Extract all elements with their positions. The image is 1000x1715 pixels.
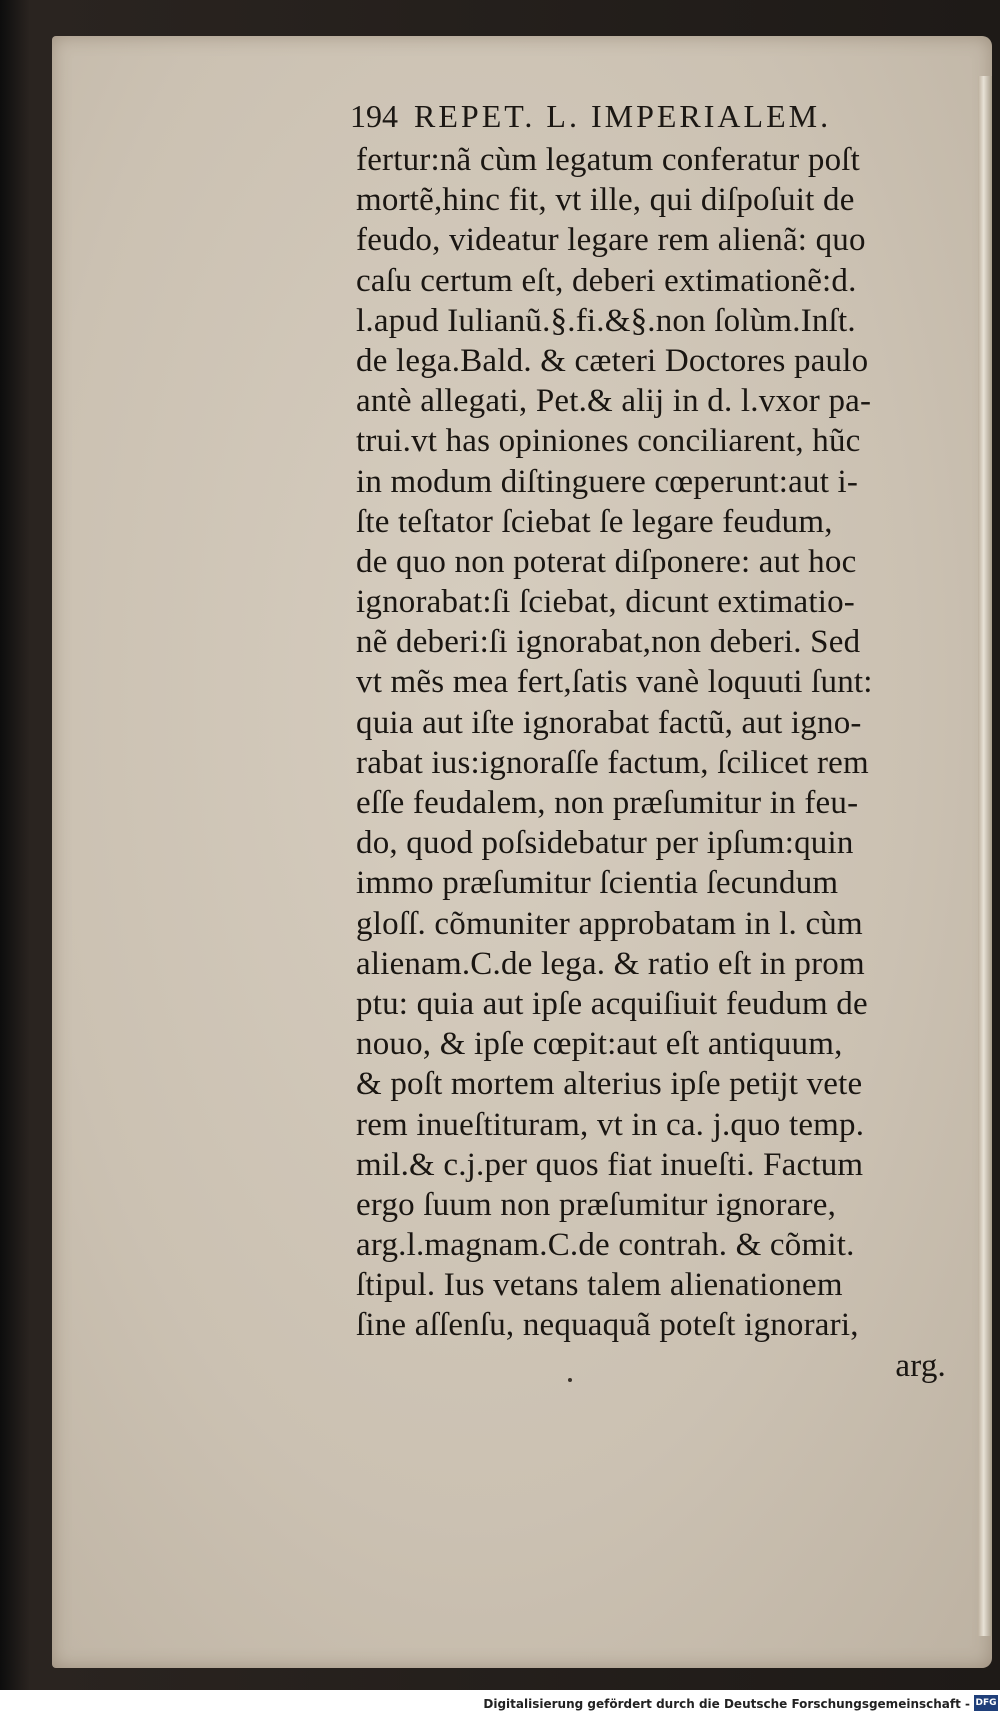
text-line: mil.& c.j.per quos fiat inueſti. Factum (356, 1146, 864, 1183)
text-line: ptu: quia aut ipſe acquiſiuit feudum de (356, 985, 868, 1022)
text-line: ergo ſuum non præſumitur ignorare, (356, 1186, 837, 1223)
text-line: ſtipul. Ius vetans talem alienationem (356, 1267, 843, 1304)
text-line: de quo non poterat diſponere: aut hoc (356, 543, 857, 580)
text-line: antè allegati, Pet.& alij in d. l.vxor pa- (356, 383, 872, 420)
text-line: vt mẽs mea fert,ſatis vanè loquuti ſunt: (356, 664, 873, 701)
text-line: alienam.C.de lega. & ratio eſt in prom (356, 945, 865, 982)
text-line: nouo, & ipſe cœpit:aut eſt antiquum, (356, 1026, 843, 1063)
text-line: trui.vt has opiniones conciliarent, hũc (356, 423, 861, 460)
text-line: gloſſ. cõmuniter approbatam in l. cùm (356, 905, 863, 942)
text-line: ſte teſtator ſciebat ſe legare feudum, (356, 503, 833, 540)
running-header (350, 98, 930, 140)
text-line: de lega.Bald. & cæteri Doctores paulo (356, 342, 869, 379)
digitization-footer (0, 1690, 1000, 1715)
text-line: l.apud Iulianũ.§.fi.&§.non ſolùm.Inſt. (356, 302, 856, 339)
ink-speck (568, 1378, 572, 1382)
text-line: fertur:nã cùm legatum conferatur poſt (356, 142, 861, 178)
text-line: do, quod poſsidebatur per ipſum:quin (356, 825, 854, 862)
dfg-logo: DFG (974, 1695, 998, 1711)
running-title: REPET. L. IMPERIALEM. (414, 98, 832, 134)
text-line: rabat ius:ignoraſſe factum, ſcilicet rem (356, 744, 869, 781)
text-line: immo præſumitur ſcientia ſecundum (356, 865, 839, 902)
page-number: 194 (350, 98, 398, 134)
text-line: caſu certum eſt, deberi extimationẽ:d. (356, 262, 857, 299)
page-edge (978, 76, 992, 1636)
text-line: eſſe feudalem, non præſumitur in feu- (356, 785, 859, 821)
text-line: arg.l.magnam.C.de contrah. & cõmit. (356, 1227, 855, 1264)
funding-credit: Digitalisierung gefördert durch die Deutsche Forschungsgemeinschaft - (483, 1697, 970, 1711)
text-line: rem inueſtituram, vt in ca. j.quo temp. (356, 1106, 865, 1143)
text-line: & poſt mortem alterius ipſe petijt vete (356, 1066, 863, 1103)
text-line: in modum diſtinguere cœperunt:aut i- (356, 463, 859, 500)
text-line: nẽ deberi:ſi ignorabat,non deberi. Sed (356, 624, 861, 661)
text-block (356, 140, 946, 1386)
text-line: feudo, videatur legare rem alienã: quo (356, 222, 866, 259)
text-line: mortẽ,hinc fit, vt ille, qui diſpoſuit de (356, 182, 855, 219)
text-line: ignorabat:ſi ſciebat, dicunt extimatio- (356, 584, 855, 621)
text-line: quia aut iſte ignorabat factũ, aut igno- (356, 704, 862, 741)
text-line: ſine aſſenſu, nequaquã poteſt ignorari, (356, 1307, 859, 1344)
catchword: arg. (895, 1347, 946, 1384)
